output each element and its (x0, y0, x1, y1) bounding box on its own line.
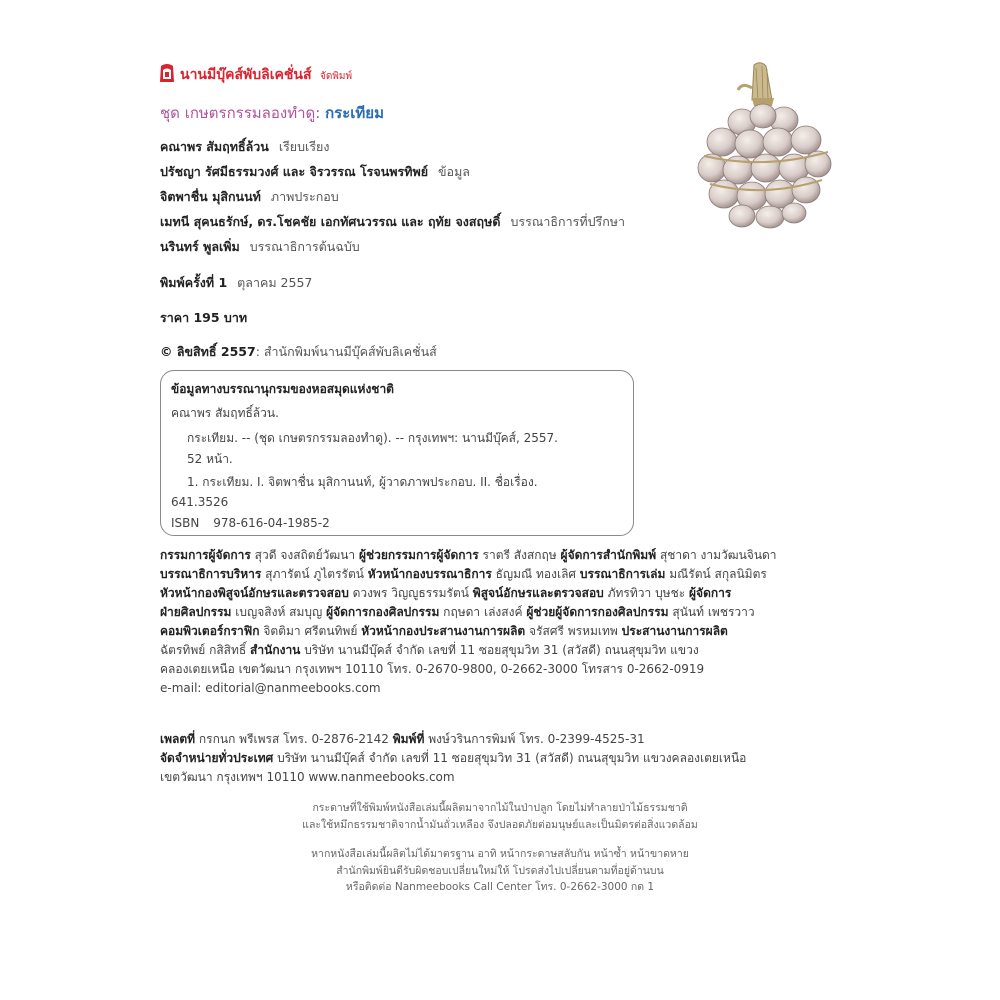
staff-line: กรรมการผู้จัดการ สุวดี จงสถิตย์วัฒนา ผู้ช่วยกรรมการผู้จัดการ ราตรี สังสกฤษ ผู้จัดการสำนักพิมพ์ สุชาดา งามวัฒนจินดา (160, 548, 777, 562)
staff-email: e-mail: editorial@nanmeebooks.com (160, 681, 381, 695)
cip-title-statement: กระเทียม. -- (ชุด เกษตรกรรมลองทำดู). -- กรุงเทพฯ: นานมีบุ๊คส์, 2557. (187, 431, 558, 445)
publisher-name: นานมีบุ๊คส์พับลิเคชั่นส์ (180, 67, 312, 83)
staff-line: ฉัตรทิพย์ กสิสิทธิ์ สำนักงาน บริษัท นานมีบุ๊คส์ จำกัด เลขที่ 11 ซอยสุขุมวิท 31 (สวัสดี) ถนนสุขุมวิท แขวง (160, 643, 699, 657)
garlic-bundle-icon (690, 60, 838, 230)
copyright-line: © ลิขสิทธิ์ 2557: สำนักพิมพ์นานมีบุ๊คส์พับลิเคชั่นส์ (160, 344, 437, 359)
staff-credits (160, 546, 840, 698)
cip-isbn: ISBN 978-616-04-1985-2 (171, 516, 330, 530)
distribution-line: จัดจำหน่ายทั่วประเทศ บริษัท นานมีบุ๊คส์ จำกัด เลขที่ 11 ซอยสุขุมวิท 31 (สวัสดี) ถนนสุขุมวิท แขวงคลองเตยเหนือ (160, 751, 747, 765)
edition-line: พิมพ์ครั้งที่ 1 ตุลาคม 2557 (160, 275, 313, 290)
printing-line: เพลตที่ กรกนก พรีเพรส โทร. 0-2876-2142 พิมพ์ที่ พงษ์วรินการพิมพ์ โทร. 0-2399-4525-31 (160, 732, 645, 746)
eco-note: กระดาษที่ใช้พิมพ์หนังสือเล่มนี้ผลิตมาจากไม้ในป่าปลูก โดยไม่ทำลายป่าไม้ธรรมชาติ และใช้หมึกธรรมชาติจากน้ำมันถั่วเหลือง จึงปลอดภัยต่อมนุษย์และเป็นมิตรต่อสิ่งแวดล้อม (302, 802, 698, 831)
publisher-suffix: จัดพิมพ์ (319, 71, 353, 82)
credit-author: คณาพร สัมฤทธิ์ล้วน เรียบเรียง (160, 139, 330, 154)
staff-line: คอมพิวเตอร์กราฟิก จิตติมา ศรีตนทิพย์ หัวหน้ากองประสานงานการผลิต จรัสศรี พรหมเทพ ประสานงานการผลิต (160, 624, 728, 638)
staff-line: คลองเตยเหนือ เขตวัฒนา กรุงเทพฯ 10110 โทร. 0-2670-9800, 0-2662-3000 โทรสาร 0-2662-0919 (160, 662, 705, 676)
cip-class-number: 641.3526 (171, 495, 229, 509)
cip-title: ข้อมูลทางบรรณานุกรมของหอสมุดแห่งชาติ (171, 382, 394, 396)
price-line: ราคา 195 บาท (160, 310, 248, 325)
staff-line: บรรณาธิการบริหาร สุภารัตน์ ภูไตรรัตน์ หัวหน้ากองบรรณาธิการ ธัญมณี ทองเลิศ บรรณาธิการเล่ม มณีรัตน์ สกุลนิมิตร (160, 567, 767, 581)
series-prefix: ชุด เกษตรกรรมลองทำดู: (160, 104, 321, 122)
credit-illustration: จิตพาชื่น มุสิกนนท์ ภาพประกอบ (160, 189, 339, 204)
series-title: กระเทียม (325, 104, 384, 122)
credit-editor: นรินทร์ พูลเพิ่ม บรรณาธิการต้นฉบับ (160, 239, 360, 254)
credit-data: ปรัชญา รัศมีธรรมวงศ์ และ จิรวรรณ โรจนพรทิพย์ ข้อมูล (160, 164, 470, 179)
cip-box (160, 370, 634, 536)
cip-pages: 52 หน้า. (187, 452, 233, 466)
cip-author: คณาพร สัมฤทธิ์ล้วน. (171, 406, 279, 420)
distribution-address: เขตวัฒนา กรุงเทพฯ 10110 www.nanmeebooks.com (160, 770, 455, 784)
staff-line: ฝ่ายศิลปกรรม เบญจสิงห์ สมบุญ ผู้จัดการกองศิลปกรรม กฤษดา เล่งสงค์ ผู้ช่วยผู้จัดการกองศิลปกรรม สุนันท์ เพชรวาว (160, 605, 755, 619)
credit-advisors: เมทนี สุคนธรักษ์, ดร.โชคชัย เอกทัศนวรรณ และ ฤทัย จงสฤษดิ์ บรรณาธิการที่ปรึกษา (160, 214, 626, 229)
staff-line: หัวหน้ากองพิสูจน์อักษรและตรวจสอบ ดวงพร วิญญูธรรมรัตน์ พิสูจน์อักษรและตรวจสอบ ภัทรทิวา บุษชะ ผู้จัดการ (160, 586, 732, 600)
defect-note: หากหนังสือเล่มนี้ผลิตไม่ได้มาตรฐาน อาทิ หน้ากระดาษสลับกัน หน้าซ้ำ หน้าขาดหาย สำนักพิมพ์ยินดีรับผิดชอบเปลี่ยนใหม่ให้ โปรดส่งไปเปลี่ยนตามที่อยู่ด้านบน หรือติดต่อ Nanmeebooks Call Center โทร. 0-2662-3000 กด 1 (311, 848, 689, 893)
printing-credits (160, 730, 840, 787)
cip-subjects: 1. กระเทียม. I. จิตพาชื่น มุสิกานนท์, ผู้วาดภาพประกอบ. II. ชื่อเรื่อง. (187, 475, 538, 489)
publisher-logo-icon (158, 62, 176, 84)
